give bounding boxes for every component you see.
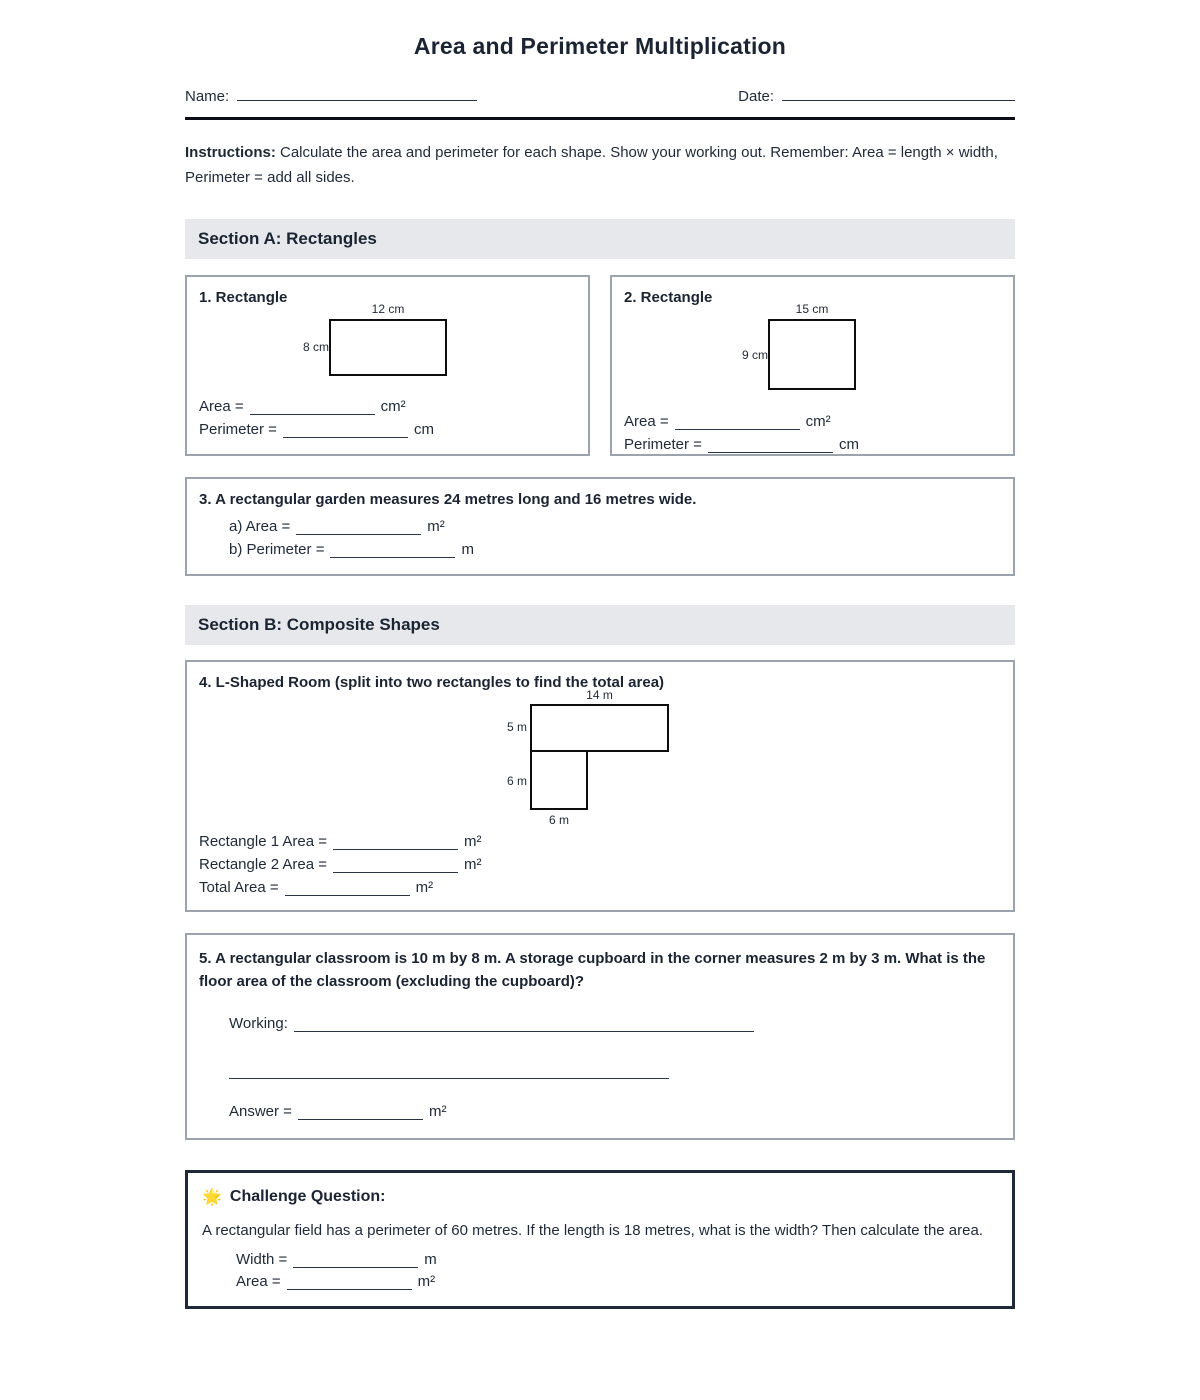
answer-row: [229, 1103, 1001, 1120]
header-divider: [185, 117, 1015, 120]
question-1-shape-area: [199, 302, 576, 392]
area-unit: cm²: [380, 398, 406, 415]
question-4-title: 4. L-Shaped Room (split into two rectangles to find the total area): [199, 674, 665, 691]
working-row-2: [229, 1062, 1001, 1079]
challenge-text: A rectangular field has a perimeter of 60 metres. If the length is 18 metres, what is the width? Then calculate the area.: [202, 1222, 983, 1239]
answer-unit: m²: [428, 1103, 447, 1120]
worksheet-page: [185, 0, 1015, 1309]
l-shape-top-dim: 14 m: [586, 688, 613, 702]
name-date-row: [185, 86, 1015, 105]
name-label: Name:: [185, 88, 230, 105]
area-label: Area =: [199, 398, 244, 415]
question-2-title: 2. Rectangle: [624, 289, 713, 306]
rectangle-2-area-label: Rectangle 2 Area =: [199, 856, 328, 873]
total-area-label: Total Area =: [199, 879, 279, 896]
perimeter-label: b) Perimeter =: [229, 541, 325, 558]
rectangle-2-area-row: [199, 856, 1001, 873]
rectangle-2-area-unit: m²: [464, 856, 482, 873]
instructions-label: Instructions:: [185, 144, 276, 161]
perimeter-blank-line[interactable]: [708, 438, 833, 453]
instructions: [185, 140, 1015, 190]
l-shape-upper-side-dim: 5 m: [507, 720, 528, 734]
area-blank-line[interactable]: [296, 520, 421, 535]
star-icon: 🌟: [202, 1189, 222, 1206]
answer-blank-line[interactable]: [298, 1105, 423, 1120]
working-blank-line-2[interactable]: [229, 1064, 669, 1079]
width-label: Width =: [236, 1251, 288, 1268]
question-2-area-row: [624, 413, 1001, 430]
date-label: Date:: [738, 88, 774, 105]
perimeter-unit: cm: [838, 436, 859, 453]
area-unit: m²: [427, 518, 445, 535]
question-2-box: [610, 275, 1015, 456]
answer-label: Answer =: [229, 1103, 292, 1120]
challenge-area-row: [236, 1273, 998, 1290]
working-label: Working:: [229, 1015, 288, 1032]
question-3-area-row: [229, 518, 1001, 535]
perimeter-unit: cm: [413, 421, 434, 438]
question-1-box: [185, 275, 590, 456]
rectangle-1-area-blank-line[interactable]: [333, 835, 458, 850]
perimeter-label: Perimeter =: [199, 421, 277, 438]
perimeter-blank-line[interactable]: [283, 423, 408, 438]
question-4-box: [185, 660, 1015, 912]
name-field: [185, 86, 477, 105]
challenge-width-row: [236, 1251, 998, 1268]
question-2-shape-area: [624, 302, 1001, 407]
working-row: [229, 1015, 1001, 1032]
date-blank-line[interactable]: [782, 86, 1015, 101]
l-shape-area: [199, 688, 1001, 827]
date-field: [738, 86, 1015, 105]
instructions-text: Calculate the area and perimeter for each shape. Show your working out. Remember: Area = length × width, Perimeter = add all sides.: [185, 144, 998, 186]
area-label: a) Area =: [229, 518, 291, 535]
l-shape-bottom-dim: 6 m: [548, 813, 569, 827]
total-area-unit: m²: [415, 879, 434, 896]
rectangle-1-area-unit: m²: [464, 833, 482, 850]
question-2-perimeter-row: [624, 436, 1001, 453]
l-shape-lower-side-dim: 6 m: [507, 774, 528, 788]
l-shape-lower-rectangle: [530, 750, 588, 810]
working-blank-line-1[interactable]: [294, 1017, 754, 1032]
question-1-area-row: [199, 398, 576, 415]
question-3-perimeter-row: [229, 541, 1001, 558]
question-3-title: 3. A rectangular garden measures 24 metres long and 16 metres wide.: [199, 491, 697, 508]
question-2-height-dim: 9 cm: [742, 348, 769, 362]
question-5-title: 5. A rectangular classroom is 10 m by 8 m. A storage cupboard in the corner measures 2 m by 3 m. What is the floor area of the classroom (excluding the cupboard)?: [199, 950, 986, 990]
rectangle-outline: [329, 319, 447, 376]
challenge-header-label: Challenge Question:: [229, 1188, 386, 1205]
area-blank-line[interactable]: [675, 415, 800, 430]
area-unit: m²: [417, 1273, 436, 1290]
total-area-row: [199, 879, 1001, 896]
area-label: Area =: [624, 413, 669, 430]
question-1-perimeter-row: [199, 421, 576, 438]
question-2-width-dim: 15 cm: [795, 302, 829, 316]
section-a-header: Section A: Rectangles: [185, 219, 1015, 259]
question-5-box: [185, 933, 1015, 1140]
challenge-header: [202, 1187, 998, 1207]
name-blank-line[interactable]: [237, 86, 477, 101]
challenge-rows: [202, 1251, 998, 1290]
l-shape-upper-rectangle: [530, 704, 669, 752]
section-b-header: Section B: Composite Shapes: [185, 605, 1015, 645]
width-blank-line[interactable]: [293, 1253, 418, 1268]
question-1-title: 1. Rectangle: [199, 289, 288, 306]
question-1-height-dim: 8 cm: [303, 340, 330, 354]
area-blank-line[interactable]: [287, 1275, 412, 1290]
question-3-box: [185, 477, 1015, 576]
rectangles-row: [185, 275, 1015, 456]
perimeter-blank-line[interactable]: [330, 543, 455, 558]
page-title: Area and Perimeter Multiplication: [413, 33, 787, 59]
total-area-blank-line[interactable]: [285, 881, 410, 896]
rectangle-1-area-row: [199, 833, 1001, 850]
area-blank-line[interactable]: [250, 400, 375, 415]
area-label: Area =: [236, 1273, 281, 1290]
rectangle-2-area-blank-line[interactable]: [333, 858, 458, 873]
perimeter-unit: m: [461, 541, 474, 558]
rectangle-1-area-label: Rectangle 1 Area =: [199, 833, 328, 850]
perimeter-label: Perimeter =: [624, 436, 702, 453]
area-unit: cm²: [805, 413, 831, 430]
rectangle-outline: [768, 319, 856, 390]
challenge-question-box: [185, 1170, 1015, 1309]
question-1-width-dim: 12 cm: [371, 302, 405, 316]
width-unit: m: [424, 1251, 437, 1268]
